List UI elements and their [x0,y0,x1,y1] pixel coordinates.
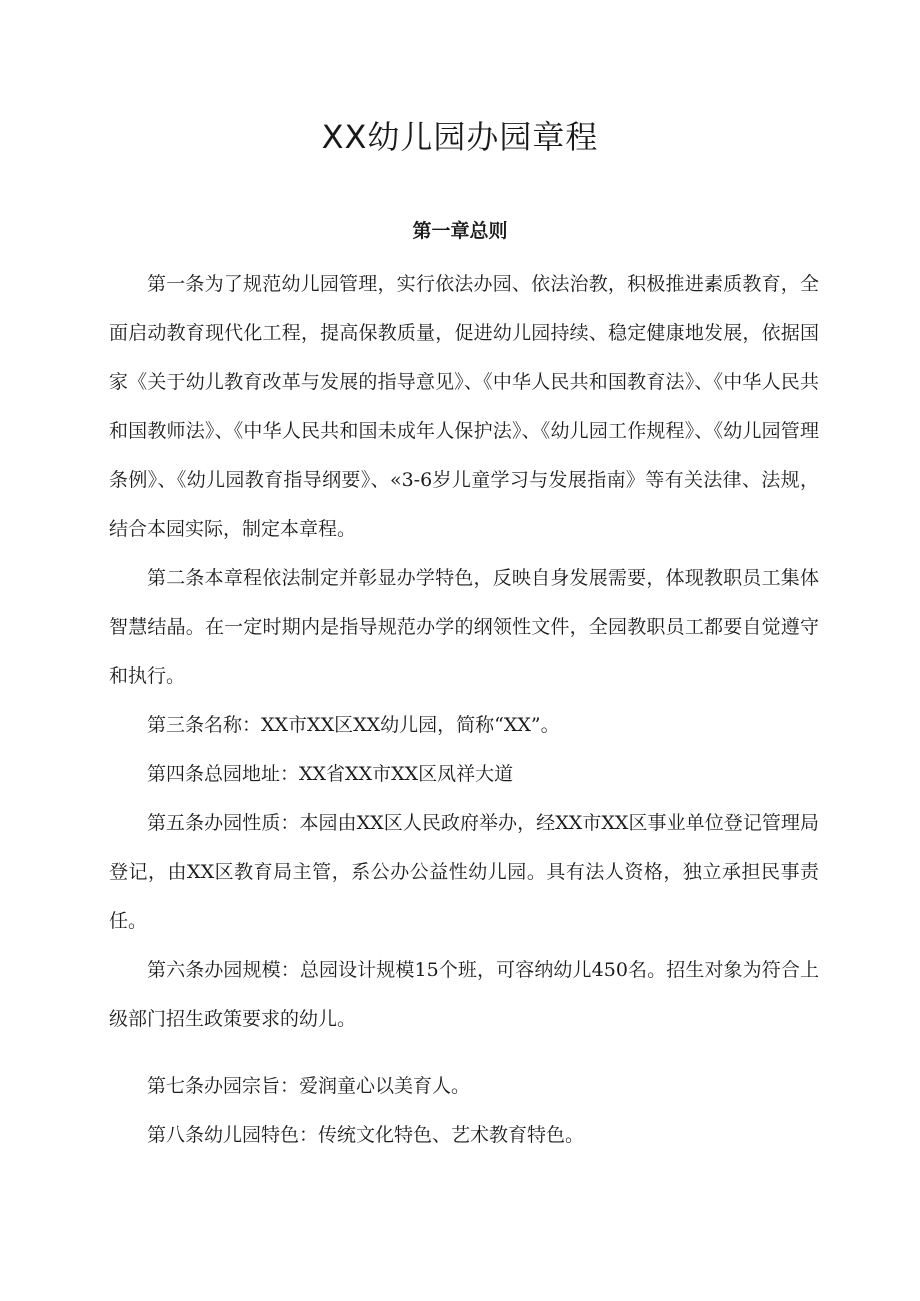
chapter-heading: 第一章总则 [412,220,508,242]
article-4: 第四条总园地址：XX省XX市XX区凤祥大道 [147,763,514,785]
article-7: 第七条办园宗旨：爱润童心以美育人。 [147,1075,471,1097]
document-body [109,260,819,1160]
article-1: 第一条为了规范幼儿园管理，实行依法办园、依法治教，积极推进素质教育，全面启动教育现代化工程，提高保教质量，促进幼儿园持续、稳定健康地发展，依据国家《关于幼儿教育改革与发展的指导意见》、《中华人民共和国教育法》、《中华人民共和国教师法》、《中华人民共和国未成年人保护法》、《幼儿园工作规程》、《幼儿园管理条例》、《幼儿园教育指导纲要》、«3-6岁儿童学习与发展指南》等有关法律、法规，结合本园实际，制定本章程。 [109,273,819,540]
document-title: XX幼儿园办园章程 [321,118,599,156]
article-3: 第三条名称：XX市XX区XX幼儿园，简称“XX”。 [147,714,560,736]
article-2: 第二条本章程依法制定并彰显办学特色，反映自身发展需要，体现教职员工集体智慧结晶。在一定时期内是指导规范办学的纲领性文件，全园教职员工都要自觉遵守和执行。 [109,567,819,687]
article-8: 第八条幼儿园特色：传统文化特色、艺术教育特色。 [147,1124,585,1146]
article-5: 第五条办园性质：本园由XX区人民政府举办，经XX市XX区事业单位登记管理局登记，由XX区教育局主管，系公办公益性幼儿园。具有法人资格，独立承担民事责任。 [109,812,819,932]
article-6: 第六条办园规模：总园设计规模15个班，可容纳幼儿450名。招生对象为符合上级部门招生政策要求的幼儿。 [109,959,819,1030]
